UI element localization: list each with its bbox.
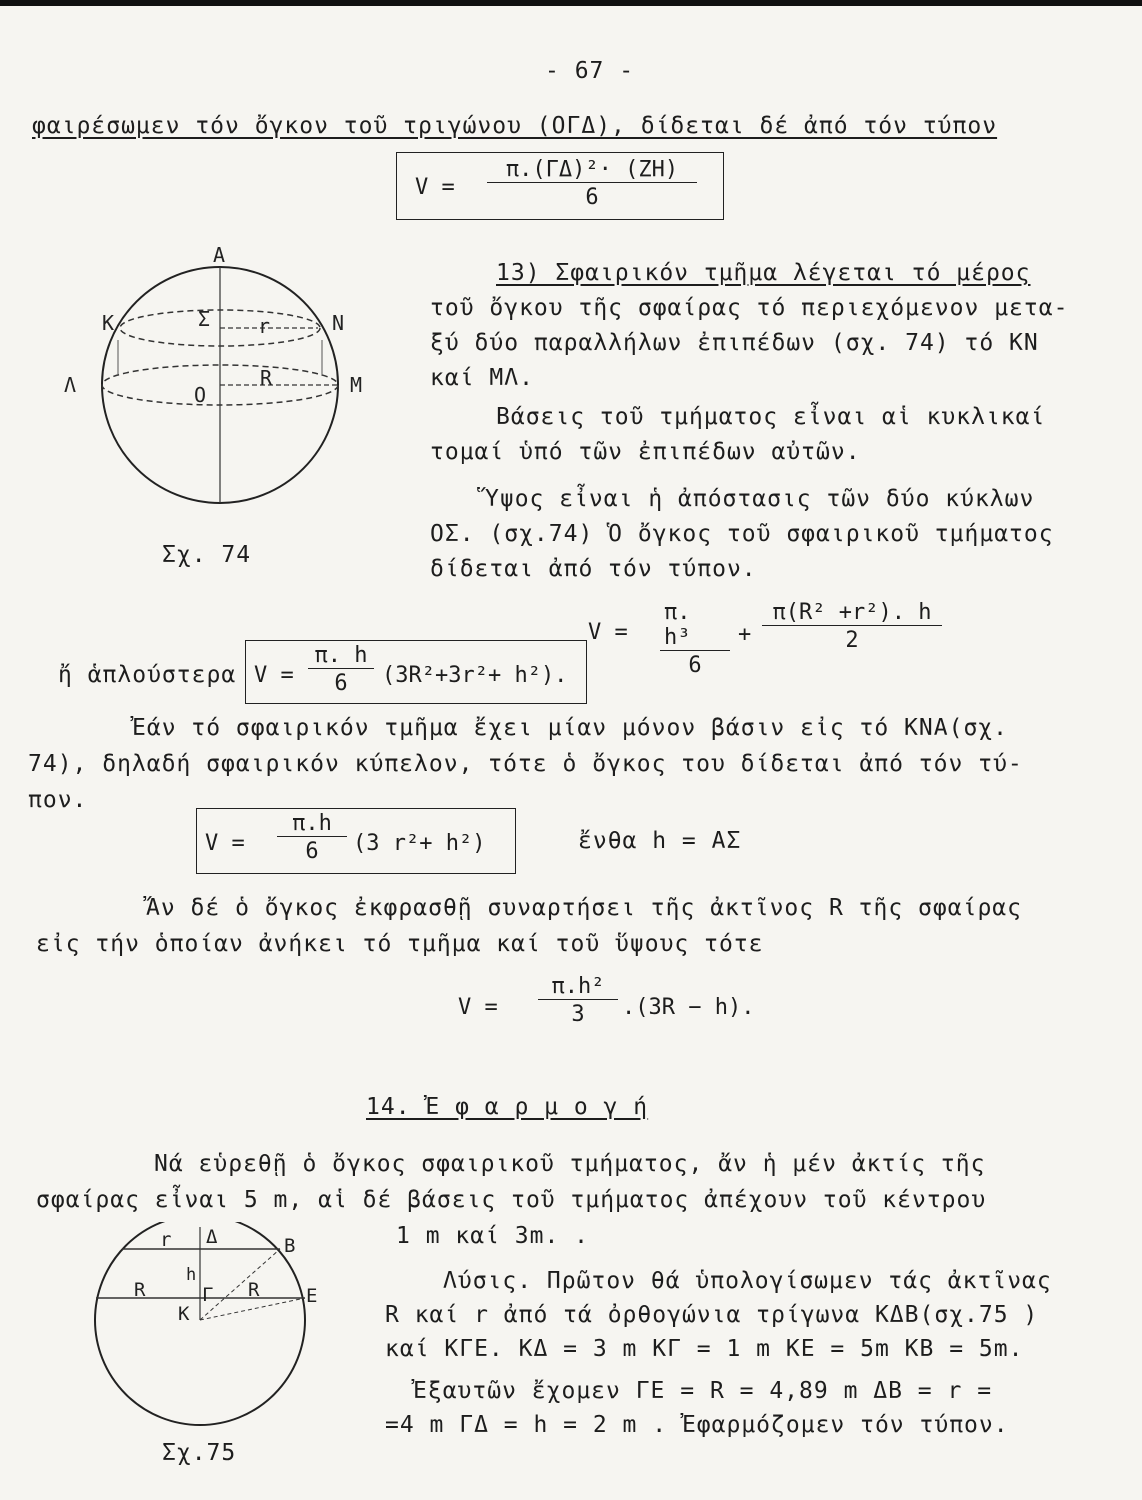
formula1-denominator: 6 — [585, 185, 599, 210]
formula2-den2: 2 — [845, 628, 859, 653]
height-line-1: Ὕψος εἶναι ἡ ἀπόστασις τῶν δύο κύκλων — [485, 486, 1035, 512]
section-13-bases — [430, 400, 1045, 470]
formula4-den: 3 — [571, 1002, 585, 1027]
formula4-fraction — [538, 974, 618, 1027]
fig75-label-R2: R — [248, 1279, 260, 1301]
solution-line-3: καί ΚΓΕ. ΚΔ = 3 m ΚΓ = 1 m ΚΕ = 5m ΚΒ = 5m. — [385, 1336, 1024, 1362]
bases-line-1: Βάσεις τοῦ τμήματος εἶναι αἱ κυκλικαί — [496, 404, 1046, 430]
simpler-label: ἤ ἁπλούστερα — [58, 662, 237, 688]
sec13-line-4: καί ΜΛ. — [430, 365, 534, 391]
figure-74-sphere — [60, 240, 380, 510]
formula2-fraction-1 — [660, 600, 730, 678]
one-base-line-2: 74), δηλαδή σφαιρικόν κύπελον, τότε ὁ ὄγκος του δίδεται ἀπό τόν τύ- — [28, 751, 1023, 777]
figure-75-sphere — [80, 1222, 350, 1432]
simpler-num: π. h — [314, 643, 368, 668]
fig75-label-r: r — [160, 1229, 172, 1251]
one-base-line-1: Ἐάν τό σφαιρικόν τμῆμα ἔχει μίαν μόνον βάσιν εἰς τό ΚΝΑ(σχ. — [132, 715, 1008, 741]
figure-74-caption: Σχ. 74 — [162, 542, 252, 568]
simpler-rest: (3R²+3r²+ h²). — [382, 663, 568, 688]
intro-line: φαιρέσωμεν τόν ὄγκον τοῦ τριγώνου (ΟΓΔ), δίδεται δέ ἀπό τόν τύπον — [32, 113, 998, 139]
simpler-lhs: V = — [254, 663, 294, 688]
fig74-label-L: Λ — [64, 373, 77, 397]
section-14-title: 14. Ἐ φ α ρ μ ο γ ή — [366, 1094, 649, 1120]
fig75-label-B: B — [284, 1235, 296, 1257]
formula2-fraction-2 — [762, 600, 942, 653]
formula1-lhs: V = — [415, 175, 455, 200]
one-base-paragraph — [28, 710, 1023, 818]
solution-line-2: R καί r ἀπό τά ὀρθογώνια τρίγωνα ΚΔΒ(σχ.75 ) — [385, 1302, 1039, 1328]
formula3-den: 6 — [305, 839, 319, 864]
formula2-num1: π. h³ — [664, 600, 691, 650]
fig74-label-A: A — [213, 243, 226, 267]
page-number: - 67 - — [545, 58, 635, 84]
formula3-lhs: V = — [205, 831, 245, 856]
formula4-rest: .(3R − h). — [622, 995, 755, 1020]
simpler-fraction — [308, 643, 374, 696]
solution-block — [385, 1264, 1052, 1442]
fig74-label-K: K — [102, 311, 115, 335]
formula3-rest: (3 r²+ h²) — [353, 831, 486, 856]
fig74-label-R: R — [260, 366, 273, 390]
solution-line-4: Ἐξαυτῶν ἔχομεν ΓΕ = R = 4,89 m ΔΒ = r = — [413, 1378, 993, 1404]
radius-line-2: εἰς τήν ὁποίαν ἀνήκει τό τμῆμα καί τοῦ ὕψους τότε — [36, 931, 764, 957]
fig74-label-N: N — [332, 311, 345, 335]
solution-line-1: Λύσις. Πρῶτον θά ὑπολογίσωμεν τάς ἀκτῖνας — [443, 1268, 1052, 1294]
fig74-label-S: Σ — [198, 307, 211, 331]
formula-box-1 — [396, 152, 724, 220]
radius-KE — [200, 1298, 305, 1320]
formula4-num: π.h² — [551, 974, 605, 999]
formula3-num: π.h — [292, 811, 332, 836]
scan-top-edge — [0, 0, 1142, 6]
figure-75-caption: Σχ.75 — [162, 1440, 237, 1466]
fig75-label-E: E — [306, 1285, 318, 1307]
sec13-line-3: ξύ δύο παραλλήλων ἐπιπέδων (σχ. 74) τό ΚΝ — [430, 330, 1039, 356]
radius-paragraph — [36, 890, 1022, 962]
formula2-num2: π(R² +r²). h — [772, 600, 932, 625]
fig74-label-M: M — [350, 373, 363, 397]
section-13-height — [430, 482, 1054, 587]
fig75-label-h: h — [186, 1265, 197, 1285]
formula2-den1: 6 — [688, 653, 702, 678]
section-13-definition — [430, 256, 1068, 396]
problem-line-3: 1 m καί 3m. . — [396, 1223, 590, 1249]
formula1-fraction — [487, 157, 697, 210]
one-base-line-3: πον. — [28, 787, 88, 813]
fig74-label-r: r — [258, 314, 271, 338]
sec13-line-2: τοῦ ὄγκου τῆς σφαίρας τό περιεχόμενον μετα- — [430, 295, 1069, 321]
height-line-2: ΟΣ. (σχ.74) Ὁ ὄγκος τοῦ σφαιρικοῦ τμήματος — [430, 521, 1054, 547]
problem-line-2: σφαίρας εἶναι 5 m, αἱ δέ βάσεις τοῦ τμήματος ἀπέχουν τοῦ κέντρου — [36, 1187, 987, 1213]
height-line-3: δίδεται ἀπό τόν τύπον. — [430, 556, 757, 582]
fig75-label-R1: R — [134, 1279, 146, 1301]
formula4-lhs: V = — [458, 995, 498, 1020]
bases-line-2: τομαί ὑπό τῶν ἐπιπέδων αὐτῶν. — [430, 439, 861, 465]
simpler-den: 6 — [334, 671, 348, 696]
formula2-lhs: V = — [588, 620, 628, 645]
formula3-where: ἔνθα h = ΑΣ — [578, 828, 742, 854]
formula2-plus: + — [738, 622, 752, 647]
fig75-label-D: Δ — [206, 1226, 218, 1248]
formula3-fraction — [277, 811, 347, 864]
solution-line-5: =4 m ΓΔ = h = 2 m . Ἐφαρμόζομεν τόν τύπον. — [385, 1412, 1009, 1438]
radius-line-1: Ἄν δέ ὁ ὄγκος ἐκφρασθῇ συναρτήσει τῆς ἀκτῖνος R τῆς σφαίρας — [146, 895, 1022, 921]
formula1-numerator: π.(ΓΔ)²· (ΖΗ) — [505, 157, 679, 182]
fig75-label-G: Γ — [202, 1284, 214, 1306]
fig74-label-O: O — [194, 383, 207, 407]
formula-box-3 — [196, 808, 516, 874]
sec13-line-1: 13) Σφαιρικόν τμῆμα λέγεται τό μέρος — [496, 260, 1031, 286]
fig75-label-K: K — [178, 1303, 190, 1325]
formula-box-simpler — [245, 640, 587, 704]
problem-line-1: Νά εὑρεθῇ ὁ ὄγκος σφαιρικοῦ τμήματος, ἄν ἡ μέν ἀκτίς τῆς — [154, 1151, 986, 1177]
